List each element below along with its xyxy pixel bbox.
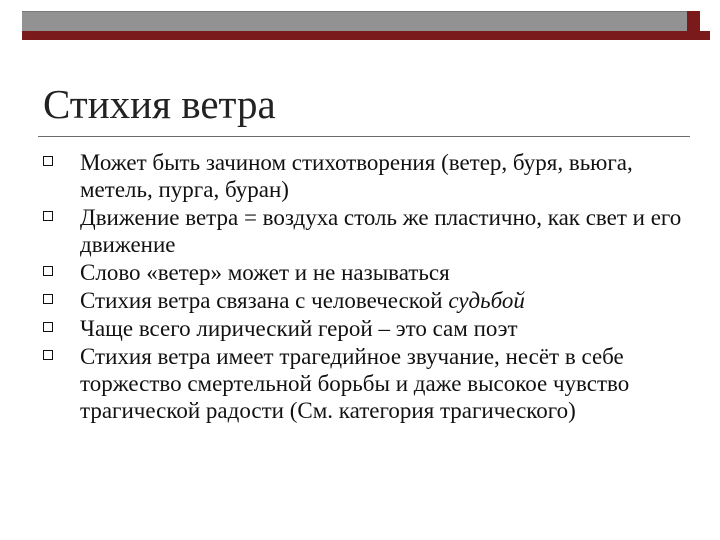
bullet-item [42, 315, 692, 342]
bullet-text-container [80, 287, 692, 314]
square-bullet-icon [43, 322, 53, 332]
bullet-item [42, 204, 692, 258]
square-bullet-icon [43, 294, 53, 304]
square-bullet-icon [43, 156, 53, 166]
bullet-text: Может быть зачином стихотворения (ветер, буря, вьюга, метель, пурга, буран) [80, 150, 633, 202]
corner-gap [702, 11, 710, 31]
top-band-red [22, 31, 710, 40]
bullet-text: Стихия ветра связана с человеческой [80, 288, 449, 313]
bullet-text: Движение ветра = воздуха столь же пластично, как свет и его движение [80, 205, 682, 257]
bullet-item [42, 259, 692, 286]
bullet-text: Чаще всего лирический герой – это сам поэт [80, 316, 518, 341]
bullet-list [42, 149, 692, 425]
bullet-text: Стихия ветра имеет трагедийное звучание, несёт в себе торжество смертельной борьбы и даже высокое чувство трагической радости (См. категория трагического) [80, 344, 630, 423]
square-bullet-icon [43, 350, 53, 360]
square-bullet-icon [43, 211, 53, 221]
corner-accent [687, 11, 700, 31]
slide-title: Стихия ветра [43, 81, 276, 127]
bullet-emphasis: судьбой [448, 288, 525, 313]
bullet-item [42, 287, 692, 314]
bullet-text: Слово «ветер» может и не называться [80, 260, 450, 285]
top-band-gray [22, 11, 687, 33]
square-bullet-icon [43, 266, 53, 276]
title-divider [38, 136, 690, 137]
bullet-item [42, 343, 692, 424]
bullet-item [42, 149, 692, 203]
